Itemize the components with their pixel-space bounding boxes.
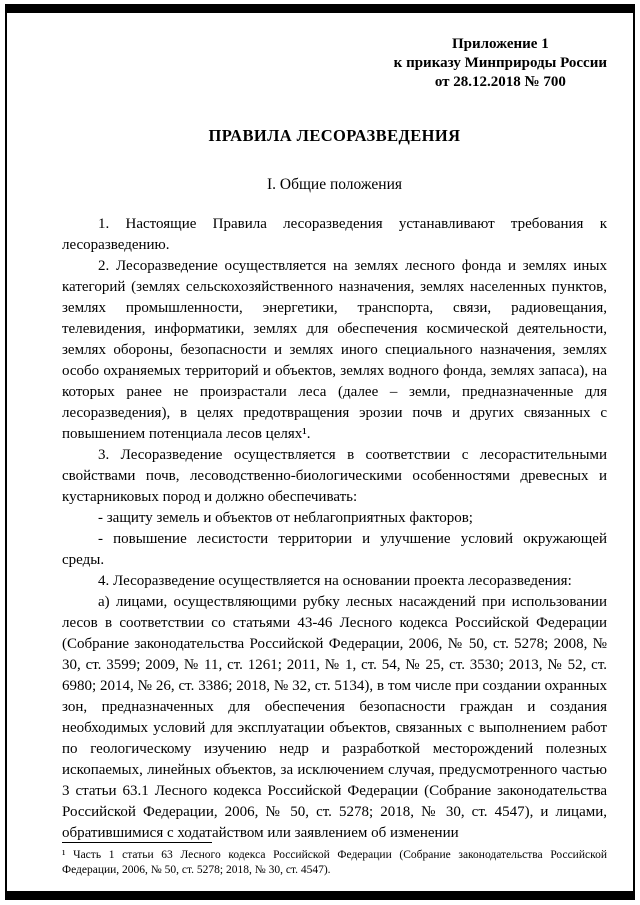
header-line-order: к приказу Минприроды России [393,55,607,71]
document-content [7,13,633,891]
footnote-separator [62,842,212,843]
document-title: ПРАВИЛА ЛЕСОРАЗВЕДЕНИЯ [208,126,461,145]
paragraph-1: 1. Настоящие Правила лесоразведения устанавливают требования к лесоразведению. [62,216,607,253]
paragraph-3: 3. Лесоразведение осуществляется в соответствии с лесорастительными свойствами почв, лесоводственно-биологическими особенностями древесных и кустарниковых пород и должно обеспечивать: [62,447,607,505]
list-item-protection: - защиту земель и объектов от неблагоприятных факторов; [98,510,473,526]
list-item-forestation: - повышение лесистости территории и улучшение условий окружающей среды. [62,531,607,568]
header-line-date-number: от 28.12.2018 № 700 [434,74,566,90]
header-line-attachment: Приложение 1 [451,36,549,52]
footnote-text: ¹ Часть 1 статьи 63 Лесного кодекса Российской Федерации (Собрание законодательства Российской Федерации, 2006, № 50, ст. 5278; 2018, № 30, ст. 4547). [62,849,607,876]
document-page-frame [5,4,635,900]
footnote-area [62,842,607,878]
paragraph-4: 4. Лесоразведение осуществляется на основании проекта лесоразведения: [98,573,572,589]
section-heading: I. Общие положения [266,176,403,193]
paragraph-4a: а) лицами, осуществляющими рубку лесных насаждений при использовании лесов в соответствии со статьями 43-46 Лесного кодекса Российской Федерации (Собрание законодательства Российской Федерации, 2006, № 50, ст. 5278; 2008, № 30, ст. 3599; 2009, № 11, ст. 1261; 2011, № 1, ст. 54, № 25, ст. 3530; 2013, № 52, ст. 6980; 2014, № 26, ст. 3386; 2018, № 32, ст. 5134), в том числе при создании охранных зон, предназначенных для обеспечения безопасности граждан и создания необходимых условий для эксплуатации объектов, связанных с выполнением работ по геологическому изучению недр и разработкой месторождений полезных ископаемых, линейных объектов, за исключением случая, предусмотренного частью 3 статьи 63.1 Лесного кодекса Российской Федерации (Собрание законодательства Российской Федерации, 2006, № 50, ст. 5278; 2018, № 30, ст. 4547), и лицами, обратившимися с ходатайством или заявлением об изменении [62,594,607,841]
document-header [394,35,607,92]
paragraph-2: 2. Лесоразведение осуществляется на землях лесного фонда и землях иных категорий (землях сельскохозяйственного назначения, землях населенных пунктов, землях промышленности, энергетики, транспорта, связи, радиовещания, телевидения, информатики, землях для обеспечения космической деятельности, землях обороны, безопасности и землях иного специального назначения, землях особо охраняемых территорий и объектов, землях водного фонда, землях запаса), на которых ранее не произрастали леса (далее – земли, предназначенные для лесоразведения), в целях предотвращения эрозии почв и других связанных с повышением потенциала лесов целях¹. [62,258,607,442]
